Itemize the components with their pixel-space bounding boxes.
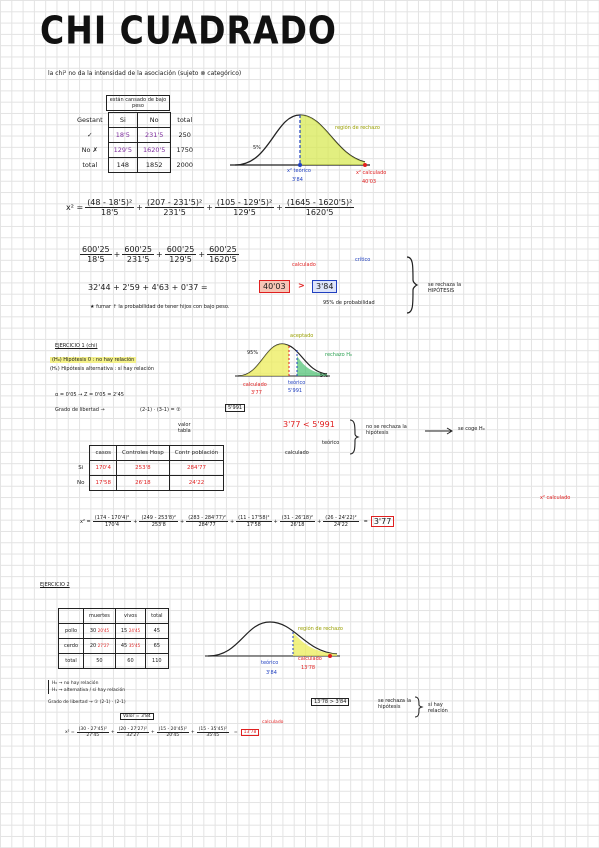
page-title: CHI CUADRADO [40, 8, 337, 53]
table3-head [59, 609, 84, 624]
table2-cell: 170'4 [90, 461, 117, 476]
ej2-comparison: 13'78 > 3'84 [311, 698, 349, 706]
formula3-den: 26'18 [290, 522, 305, 528]
ej2-title: EJERCICIO 2 [40, 582, 70, 588]
formula2-conclusion: se rechaza la HIPÓTESIS [428, 282, 462, 294]
table3-expected: 35'45 [128, 643, 141, 648]
table3-expected: 20'45 [97, 628, 110, 633]
ej2-formula-prefix: x² = [65, 730, 75, 735]
formula2-sum: 32'44 + 2'59 + 4'63 + 0'37 = [88, 283, 208, 292]
formula3-num: (174 - 170'4)² [94, 515, 130, 521]
ej2-formula-den: 35'45 [206, 733, 220, 738]
formula1-num: (105 - 129'5)² [216, 198, 273, 207]
table1 [72, 112, 198, 173]
table2-head [72, 446, 90, 461]
table3-cell [84, 639, 116, 654]
formula1: x² = $\frac{\text{(48 - 18'5)²}}{18'5}$ + $\frac{\text{(207 - 231'5)²}}{231'5}$ + $\frac{\text{(105 - 129'5)²}}{129'5}$ + $\frac{\text{(1645 - 1620'5)²}}{1620'5}$ [66, 198, 353, 217]
formula2-prob: 95% de probabilidad [323, 300, 375, 306]
formula2-num: 600'25 [209, 245, 237, 254]
formula1-num: (1645 - 1620'5)² [286, 198, 353, 207]
formula3-num: (11 - 17'58)² [238, 515, 270, 521]
table1-cell: ✓ [87, 131, 93, 139]
formula2-footnote: ★ fumar ↑ la probabilidad de tener hijos con bajo peso. [90, 304, 230, 310]
formula2-crit-label: crítico [355, 257, 371, 263]
ej1-h0 [50, 357, 136, 363]
formula2: $\frac{600'25}{18'5}$ + $\frac{600'25}{231'5}$ + $\frac{600'25}{129'5}$ + $\frac{600'25}{1620'5}$ [82, 245, 237, 264]
table1-head: Si [108, 113, 137, 128]
curve1-rejection-fill [300, 115, 365, 165]
table3-cell: 60 [115, 654, 145, 669]
brace2 [350, 420, 358, 454]
brace1 [407, 257, 417, 313]
formula3-num: (31 - 26'18)² [281, 515, 314, 521]
curve-ej2-svg [205, 618, 345, 663]
formula2-gt: > [298, 281, 305, 290]
ej2-h1: H₁ → alternativa / sí hay relación [52, 688, 126, 693]
table3-cell: 65 [146, 639, 168, 654]
ej2-gl-val: Valor = 3'84 [120, 713, 154, 720]
formula1-term [215, 198, 274, 217]
formula2-den: 129'5 [169, 255, 192, 264]
table3-cell: total [59, 654, 84, 669]
ej1-calc-label: calculado [285, 450, 309, 456]
curve1-val-teorico: 3'84 [292, 177, 303, 183]
formula1-den: 231'5 [163, 208, 186, 217]
formula1-den: 129'5 [233, 208, 256, 217]
curve-ej1-accept-fill [238, 344, 289, 376]
curve-ej2-teo-label: teórico [261, 660, 279, 666]
curve-ej2-calc-val: 13'78 [301, 665, 316, 671]
table3-cell [115, 639, 145, 654]
ej1-comparison: 3'77 < 5'991 [283, 420, 335, 429]
curve-ej1-teo-val: 5'991 [288, 388, 303, 394]
table1-cell: 1852 [137, 158, 170, 173]
formula3: x² = $\frac{\text{(174 - 170'4)²}}{170'4}$ + $\frac{\text{(249 - 253'8)²}}{253'8}$ + $\frac{\text{(283 - 284'77)²}}{284'77}$ + $\frac{\text{(11 - 17'58)²}}{17'58}$ + $\frac{\text{(31 - 26'18)²}}{26'18}$ + $\frac{\text{(26 - 24'22)²}}{24'22}$ = 3'77 [80, 515, 394, 528]
table3-expected: 24'45 [128, 628, 141, 633]
ej2-formula-term [157, 727, 189, 738]
brace2-svg [348, 418, 360, 456]
table3-value: 30 [89, 628, 97, 634]
formula3-term [139, 515, 178, 528]
ej2-hypotheses [48, 680, 125, 694]
ej1-h0-text: (H₀) Hipótesis 0 : no hay relación [52, 357, 135, 363]
curve1-val-calculado: 40'03 [362, 179, 377, 185]
table3-cell: 50 [84, 654, 116, 669]
table1-cell: 1750 [176, 146, 193, 154]
formula2-term [122, 245, 154, 264]
ej2-h0: H₀ → no hay relación [52, 681, 99, 686]
formula1-den: 1620'5 [305, 208, 334, 217]
formula3-num: (283 - 284'77)² [188, 515, 226, 521]
ej2-formula-term [77, 727, 109, 738]
formula1-num: (207 - 231'5)² [146, 198, 203, 207]
formula1-term [145, 198, 204, 217]
table2-cell: 24'22 [169, 476, 224, 491]
formula2-term [165, 245, 197, 264]
formula3-den: 24'22 [333, 522, 348, 528]
table2 [72, 445, 224, 491]
formula1-prefix: x² = [66, 203, 84, 212]
formula2-den: 18'5 [87, 255, 105, 264]
table1-head: Gestant [77, 116, 103, 124]
table3-head: vivos [115, 609, 145, 624]
ej2-gl: Grado de libertad → ① (2-1) · (2-1) [48, 700, 126, 705]
formula1-den: 18'5 [100, 208, 119, 217]
ej2-formula: x² = $\frac{\text{(30 - 27'45)²}}{27'45}$ + $\frac{\text{(20 - 27'27)²}}{32'27}$ + $\frac{\text{(15 - 20'45)²}}{20'45}$ + $\frac{\text{(15 - 35'45)²}}{35'45}$ = 13'78 [65, 727, 259, 738]
brace3-svg [414, 696, 424, 718]
formula3-den: 284'77 [198, 522, 216, 528]
formula3-result-label: x² calculado [540, 495, 571, 501]
table2-cell: 284'77 [169, 461, 224, 476]
ej1-h1: (H₁) Hipótesis alternativa : sí hay relación [50, 366, 154, 372]
table3 [58, 608, 169, 669]
table3-value: 45 [120, 643, 128, 649]
ej2-formula-num: (15 - 35'45)² [198, 727, 227, 732]
table2-head: Contr población [169, 446, 224, 461]
curve-ej1-teo-label: teórico [288, 380, 306, 386]
table2-cell: 253'8 [117, 461, 170, 476]
formula1-num: (48 - 18'5)² [87, 198, 133, 207]
curve1-calc-point [363, 163, 367, 167]
formula2-num: 600'25 [124, 245, 153, 254]
curve-ej1-rechazo: rechazo H₀ [325, 352, 353, 358]
curve-ej2-rechazo: región de rechazo [298, 626, 343, 632]
table1-cell: No ✗ [81, 146, 98, 154]
formula3-den: 253'8 [151, 522, 166, 528]
table1-cell: 18'5 [108, 128, 137, 143]
ej1-gl-note: valor tabla [178, 422, 191, 434]
table3-head: muertes [84, 609, 116, 624]
table1-header-top: están cansado de bajo peso [106, 95, 170, 111]
ej2-formula-term [197, 727, 229, 738]
table1-cell: 129'5 [108, 143, 137, 158]
formula3-term [280, 515, 315, 528]
table3-value: 15 [120, 628, 128, 634]
formula1-term [285, 198, 354, 217]
table2-cell: No [77, 480, 85, 486]
curve-ej1-calc-label: calculado [243, 382, 267, 388]
curve-ej1-pct: 95% [247, 350, 259, 356]
table3-expected: 27'27 [97, 643, 110, 648]
formula2-den: 1620'5 [209, 255, 237, 264]
formula3-term [186, 515, 228, 528]
ej2-result: 13'78 [241, 729, 260, 736]
table3-head: total [146, 609, 168, 624]
curve1-label-teorico: x² teórico [287, 168, 311, 174]
formula3-term [323, 515, 358, 528]
curve-ej1-calc-val: 3'77 [251, 390, 262, 396]
curve1-label-rechazo: región de rechazo [335, 125, 380, 131]
ej2-formula-num: (30 - 27'45)² [78, 727, 107, 732]
formula2-calc-label: calculado [292, 262, 316, 268]
intro-text: la chi² no da la intensidad de la asociación (sujeto ⊗ categórico) [48, 70, 242, 77]
formula1-term [85, 198, 134, 217]
ej2-formula-num: (15 - 20'45)² [158, 727, 187, 732]
ej2-formula-num: (20 - 27'27)² [118, 727, 147, 732]
ej1-teorico-label: teórico [322, 440, 340, 446]
ej2-formula-den: 20'45 [166, 733, 180, 738]
brace3 [415, 697, 422, 717]
curve-ej2-teo-val: 3'84 [266, 670, 277, 676]
table1-cell: total [82, 161, 98, 169]
table1-head: total [177, 116, 193, 124]
formula2-val-calc: 40'03 [259, 280, 290, 293]
table3-cell: cerdo [59, 639, 84, 654]
curve-ej1-aceptado: aceptado [290, 333, 314, 339]
ej1-gl-result: 5'991 [225, 404, 245, 412]
curve1-label-calculado: x² calculado [356, 170, 387, 176]
table2-head: casos [90, 446, 117, 461]
formula3-num: (26 - 24'22)² [325, 515, 357, 521]
formula3-prefix: x² = [80, 518, 91, 525]
ej1-gl-calc: (2-1) · (3-1) = ② [140, 407, 181, 413]
ej2-formula-den: 32'27 [126, 733, 140, 738]
curve-ej2-calc-label: calculado [298, 656, 322, 662]
formula3-result: 3'77 [371, 516, 394, 527]
table3-cell: 45 [146, 624, 168, 639]
formula2-term [80, 245, 112, 264]
table2-cell: 26'18 [117, 476, 170, 491]
formula2-term [207, 245, 239, 264]
table3-cell [84, 624, 116, 639]
table1-head: No [137, 113, 170, 128]
ej1-title: EJERCICIO 1 (chi) [55, 343, 98, 349]
table2-head: Controles Hosp [117, 446, 170, 461]
table2-cell: 17'58 [90, 476, 117, 491]
formula2-num: 600'25 [82, 245, 110, 254]
table3-value: 20 [89, 643, 97, 649]
formula3-term [236, 515, 271, 528]
ej2-conclusion: se rechaza la hipótesis [378, 698, 412, 710]
curve1-label-left: 5% [253, 145, 261, 151]
curve-ej2-calc-point [328, 654, 332, 658]
table1-cell: 2000 [176, 161, 193, 169]
ej2-conclusion2: sí hay relación [428, 702, 448, 714]
formula2-num: 600'25 [166, 245, 195, 254]
curve-ej1-5: 5% [320, 373, 328, 379]
table2-cell: Si [78, 465, 84, 471]
ej2-result-label: calculado [262, 720, 284, 725]
ej1-conclusion: no se rechaza la hipótesis [366, 424, 407, 436]
curve1-critical-point [298, 163, 302, 167]
formula2-val-crit: 3'84 [312, 280, 337, 293]
table1-cell: 250 [178, 131, 191, 139]
formula3-term [93, 515, 132, 528]
formula3-den: 170'4 [104, 522, 120, 528]
brace1-svg [405, 255, 419, 315]
ej1-arrow-note: se coge H₀ [458, 426, 485, 432]
table1-cell: 231'5 [137, 128, 170, 143]
formula3-num: (249 - 253'8)² [141, 515, 177, 521]
table1-cell: 1620'5 [137, 143, 170, 158]
table3-cell: 110 [146, 654, 168, 669]
ej1-alpha: α = 0'05 → Z = 0'05 = 2'45 [55, 392, 124, 398]
ej2-formula-term [117, 727, 149, 738]
table3-cell [115, 624, 145, 639]
arrow1-svg [425, 428, 455, 434]
table3-cell: pollo [59, 624, 84, 639]
formula2-den: 231'5 [126, 255, 150, 264]
ej2-formula-den: 27'45 [86, 733, 100, 738]
ej1-gl: Grado de libertad → [55, 407, 105, 413]
table1-cell: 148 [108, 158, 137, 173]
formula3-den: 17'58 [246, 522, 261, 528]
